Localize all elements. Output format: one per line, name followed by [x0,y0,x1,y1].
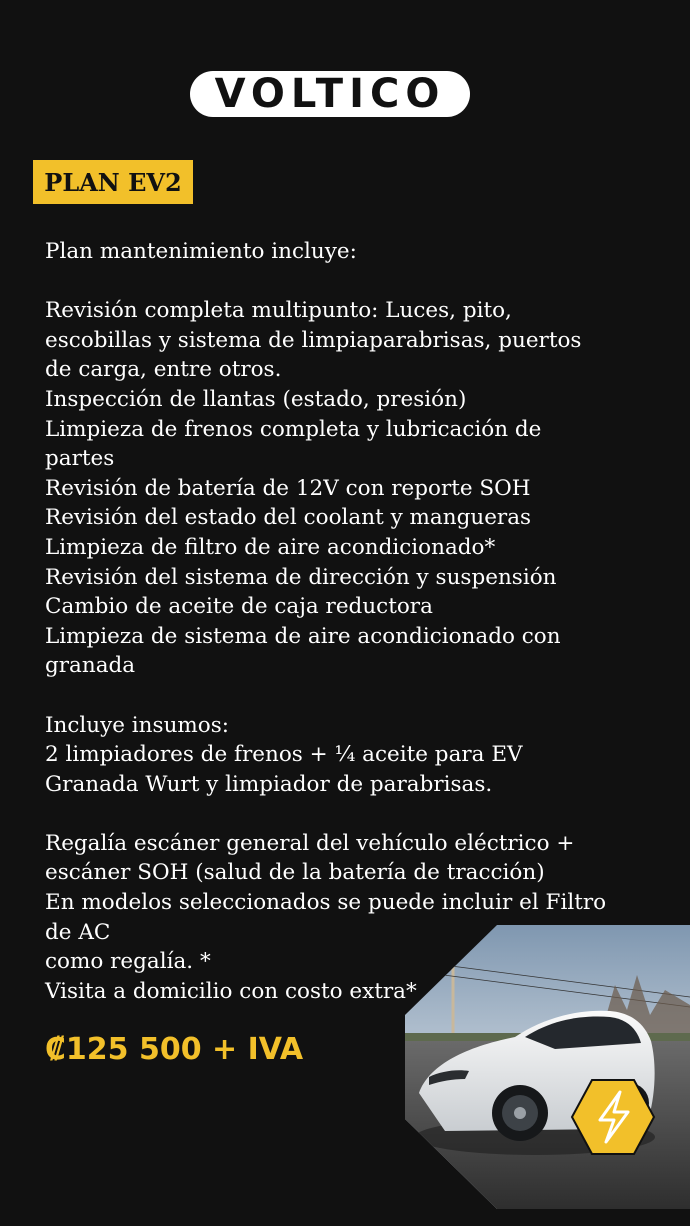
maintenance-line: de carga, entre otros. [45,357,282,383]
intro-text: Plan mantenimiento incluye: [45,239,357,264]
car-photo [405,925,690,1209]
maintenance-line: Revisión del estado del coolant y mangueras [45,505,532,531]
maintenance-list [45,296,655,681]
extras-line: En modelos seleccionados se puede incluir el Filtro [45,890,607,916]
maintenance-line: Inspección de llantas (estado, presión) [45,386,467,412]
extras-line: escáner SOH (salud de la batería de tracción) [45,860,545,886]
supplies-line: Incluye insumos: [45,712,230,738]
plan-price: ₡125 500 + IVA [45,1032,304,1067]
extras-line: de AC [45,919,111,945]
plan-badge [33,160,193,204]
supplies-line: Granada Wurt y limpiador de parabrisas. [45,771,493,797]
maintenance-line: granada [45,653,136,679]
maintenance-line: partes [45,446,115,472]
spacer [45,799,655,829]
supplies-list [45,711,655,800]
supplies-line: 2 limpiadores de frenos + ¼ aceite para EV [45,742,523,768]
maintenance-line: Limpieza de filtro de aire acondicionado* [45,534,496,560]
plan-badge-label: PLAN EV2 [44,167,182,197]
brand-logo-text: VOLTICO [214,71,446,117]
maintenance-line: Limpieza de frenos completa y lubricación de [45,416,542,442]
maintenance-line: Limpieza de sistema de aire acondicionado con [45,623,561,649]
spacer [45,267,655,297]
maintenance-line: escobillas y sistema de limpiaparabrisas, puertos [45,327,582,353]
extras-line: como regalía. * [45,949,211,975]
lightning-bolt-icon [570,1078,656,1156]
extras-line: Visita a domicilio con costo extra* [45,978,417,1004]
spacer [45,681,655,711]
plan-description [45,237,655,1006]
brand-logo [190,71,470,117]
maintenance-line: Revisión de batería de 12V con reporte SOH [45,475,531,501]
maintenance-line: Revisión del sistema de dirección y suspensión [45,564,557,590]
maintenance-line: Cambio de aceite de caja reductora [45,594,433,620]
extras-line: Regalía escáner general del vehículo eléctrico + [45,830,575,856]
maintenance-line: Revisión completa multipunto: Luces, pito, [45,298,512,324]
